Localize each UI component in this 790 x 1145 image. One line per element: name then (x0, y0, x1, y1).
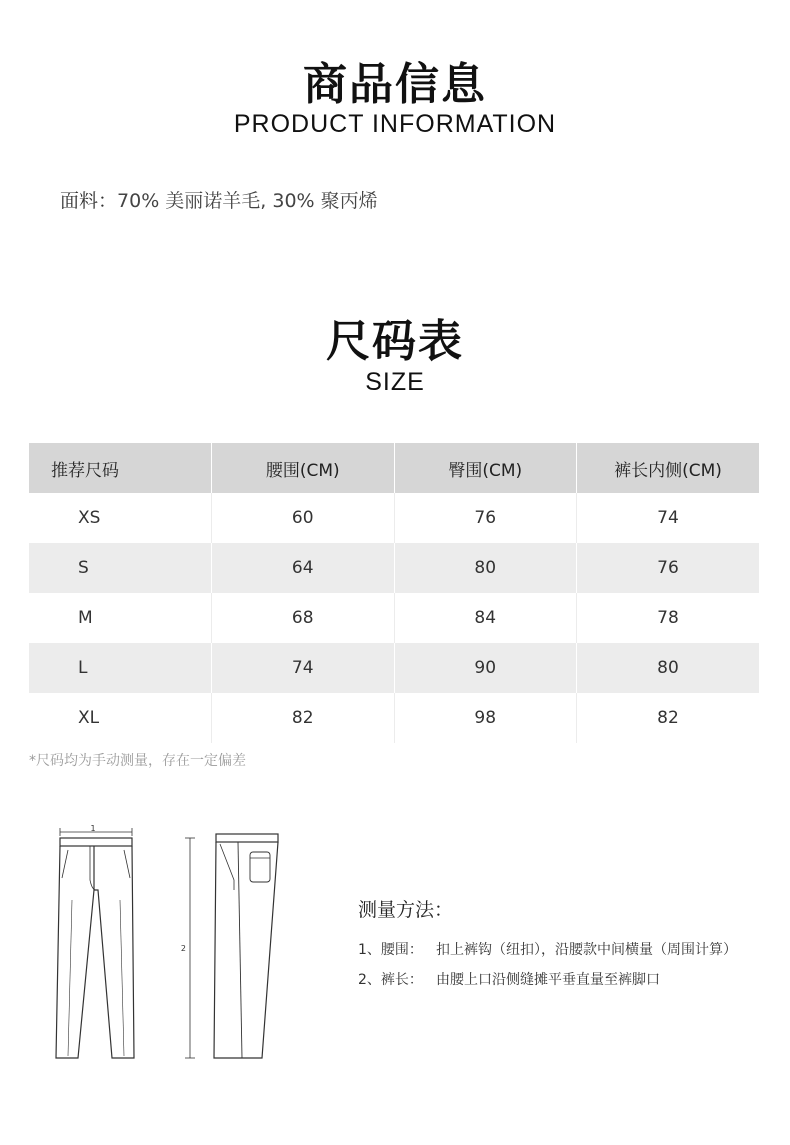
cell-waist: 68 (212, 593, 395, 643)
cell-inseam: 78 (657, 608, 679, 628)
measurement-note: *尺码均为手动测量，存在一定偏差 (29, 753, 246, 769)
cell-hip: 80 (394, 543, 577, 593)
table-row (29, 643, 759, 693)
size-table (29, 443, 759, 743)
table-row (29, 693, 759, 743)
fabric-info (60, 186, 378, 213)
cell-inseam: 74 (657, 508, 679, 528)
cell-hip: 84 (394, 593, 577, 643)
cell-size: M (29, 593, 212, 643)
product-info-title-cn: 商品信息 (303, 59, 487, 110)
header-inseam: 裤长内侧(CM) (577, 443, 760, 493)
cell-inseam: 76 (577, 543, 760, 593)
cell-inseam: 82 (657, 708, 679, 728)
method-item-text: 由腰上口沿侧缝摊平垂直量至裤脚口 (436, 972, 660, 988)
cell-size: S (29, 543, 212, 593)
diagram-label-1: 1 (90, 824, 96, 833)
cell-hip: 98 (394, 693, 577, 743)
pants-diagram (40, 820, 300, 1070)
cell-size: XS (29, 493, 212, 543)
cell-hip: 90 (394, 643, 577, 693)
cell-waist: 64 (212, 543, 395, 593)
table-row (29, 493, 759, 543)
header-waist: 腰围(CM) (212, 443, 395, 493)
fabric-label: 面料： (60, 190, 118, 212)
header-hip: 臀围(CM) (394, 443, 577, 493)
table-row (29, 543, 759, 593)
fabric-value: 70% 美丽诺羊毛, 30% 聚丙烯 (117, 190, 378, 212)
header-size: 推荐尺码 (29, 443, 212, 493)
cell-waist: 82 (212, 693, 395, 743)
cell-inseam: 80 (577, 643, 760, 693)
product-info-title-en: PRODUCT INFORMATION (233, 110, 557, 138)
size-table-header (29, 443, 759, 493)
cell-size: XL (29, 693, 212, 743)
method-item-waist (358, 938, 758, 962)
measurement-method (358, 895, 758, 998)
size-title-cn: 尺码表 (326, 316, 464, 367)
table-row (29, 593, 759, 643)
pants-side-illustration (185, 834, 278, 1058)
cell-waist: 60 (212, 493, 395, 543)
cell-hip: 76 (394, 493, 577, 543)
method-item-label: 1、腰围： (358, 942, 423, 958)
method-item-label: 2、裤长： (358, 972, 423, 988)
method-title: 测量方法： (358, 899, 454, 921)
diagram-label-2: 2 (180, 944, 186, 953)
pants-front-illustration (56, 828, 134, 1058)
size-title-en: SIZE (365, 368, 425, 396)
cell-waist: 74 (212, 643, 395, 693)
cell-size: L (29, 643, 212, 693)
method-item-length (358, 968, 758, 992)
method-item-text: 扣上裤钩（纽扣），沿腰款中间横量（周围计算） (436, 942, 737, 958)
